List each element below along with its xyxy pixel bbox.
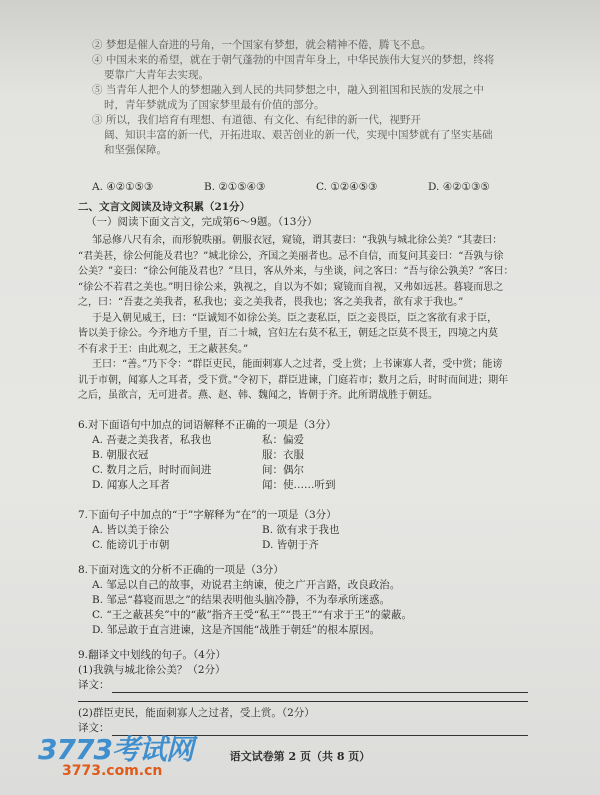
- sub-title: （一）阅读下面文言文，完成第6～9题。（13分）: [86, 216, 318, 228]
- option-line: 和坚强保障。: [104, 144, 167, 156]
- question-6: [78, 418, 528, 493]
- q7-option-b: B. 欲有求于我也: [262, 524, 340, 536]
- q8-option-d: D. 邹忌敢于直言进谏，这是齐国能“战胜于朝廷”的根本原因。: [92, 624, 380, 636]
- question-7: [78, 508, 528, 553]
- page-footer: 语文试卷第 2 页（共 8 页）: [229, 750, 371, 763]
- q9-sentence-1: (1)我孰与城北徐公美？（2分）: [78, 664, 226, 676]
- q8-option-c: C. “王之蔽甚矣”中的“蔽”指齐王受“私王”“畏王”“有求于王”的蒙蔽。: [92, 609, 413, 621]
- q6-option-c: C. 数月之后，时时而间进: [92, 464, 212, 476]
- q6-option-d: D. 闻寡人之耳者: [92, 479, 170, 491]
- option-line: 阔、知识丰富的新一代，开拓进取、艰苦创业的新一代，实现中国梦就有了坚实基础: [104, 129, 493, 141]
- q6-option-a: A. 吾妻之美我者，私我也: [92, 434, 212, 446]
- passage-line: 公美？”妾曰：“徐公何能及君也？”旦日，客从外来，与坐谈，问之客曰：“吾与徐公孰美？”客曰：: [78, 266, 514, 277]
- q8-option-a: A. 邹忌以自己的故事，劝说君主纳谏，使之广开言路，改良政治。: [92, 579, 401, 591]
- question-9: [78, 648, 528, 736]
- passage-line: 皆以美于徐公。今齐地方千里，百二十城，宫妇左右莫不私王，朝廷之臣莫不畏王，四境之内莫: [78, 328, 498, 339]
- passage-line: “徐公不若君之美也。”明日徐公来，孰视之，自以为不如；窥镜而自视，又弗如远甚。暮寝而思之: [78, 281, 504, 293]
- translation-label: 译文：: [78, 679, 110, 691]
- option-line: ⑤ 当青年人把个人的梦想融入到人民的共同梦想之中，融入到祖国和民族的发展之中: [92, 84, 484, 96]
- q8-option-b: B. 邹忌“暮寝而思之”的结果表明他头脑冷静，不为奉承所迷惑。: [92, 594, 391, 606]
- passage-line: 之后，虽欲言，无可进者。燕、赵、韩、魏闻之，皆朝于齐。此所谓战胜于朝廷。: [78, 390, 438, 401]
- q6-gloss-b: 服：衣服: [262, 449, 304, 461]
- question-stem: 8.下面对选文的分析不正确的一项是（3分）: [78, 564, 284, 576]
- option-line: ④ 中国未来的希望，就在于朝气蓬勃的中国青年身上，中华民族伟大复兴的梦想，终将: [92, 54, 495, 66]
- choice-b: B. ②①⑤④③: [204, 181, 266, 193]
- answer-rule: [112, 680, 529, 693]
- q6-gloss-a: 私：偏爱: [262, 434, 304, 446]
- watermark-logo: 3773考试网: [38, 733, 193, 766]
- answer-choices: [78, 180, 542, 195]
- option-line: ② 梦想是催人奋进的号角，一个国家有梦想，就会精神不倦，腾飞不息。: [92, 39, 432, 51]
- q9-sentence-2: (2)群臣吏民，能面刺寡人之过者，受上赏。（2分）: [78, 707, 315, 719]
- watermark-url: 3773.com.cn: [62, 763, 163, 779]
- q7-option-a: A. 皆以美于徐公: [92, 524, 170, 536]
- top-options: [78, 38, 528, 158]
- passage-line: 于是入朝见威王，曰：“臣诚知不如徐公美。臣之妻私臣，臣之妾畏臣，臣之客欲有求于臣，: [92, 312, 498, 324]
- option-line: 时，青年梦就成为了国家梦里最有价值的部分。: [104, 99, 325, 111]
- choice-c: C. ①②④⑤③: [316, 181, 378, 193]
- classical-passage: [78, 233, 528, 404]
- q6-gloss-c: 间：偶尔: [262, 464, 304, 476]
- question-8: [78, 563, 528, 638]
- question-stem: 7.下面句子中加点的“于”字解释为“在”的一项是（3分）: [78, 509, 337, 521]
- passage-line: 之，曰：“吾妻之美我者，私我也；妾之美我者，畏我也；客之美我者，欲有求于我也。”: [78, 297, 464, 308]
- answer-rule: [78, 693, 528, 702]
- option-line: 要靠广大青年去实现。: [104, 69, 209, 81]
- passage-line: 邹忌修八尺有余，而形貌昳丽。朝服衣冠，窥镜，谓其妻曰：“我孰与城北徐公美？”其妻曰：: [92, 235, 503, 246]
- question-stem: 9.翻译文中划线的句子。（4分）: [78, 649, 226, 661]
- translation-label: 译文：: [78, 722, 110, 734]
- passage-line: “君美甚，徐公何能及君也？”城北徐公，齐国之美丽者也。忌不自信，而复问其妾曰：“吾孰与徐: [78, 250, 504, 262]
- section-title: 二、文言文阅读及诗文积累（21分）: [78, 201, 251, 213]
- option-line: ③ 所以，我们培育有理想、有道德、有文化、有纪律的新一代，视野开: [92, 114, 421, 126]
- translation-line-1[interactable]: [78, 678, 528, 693]
- question-stem: 6.对下面语句中加点的词语解释不正确的一项是（3分）: [78, 419, 337, 431]
- choice-a: A. ④②①⑤③: [92, 181, 154, 193]
- q7-option-c: C. 能谤讥于市朝: [92, 539, 170, 551]
- q6-option-b: B. 朝服衣冠: [92, 449, 149, 461]
- q6-gloss-d: 闻：使……听到: [262, 479, 336, 491]
- passage-line: 不有求于王：由此观之，王之蔽甚矣。”: [78, 343, 249, 355]
- q7-option-d: D. 皆朝于齐: [262, 539, 319, 551]
- passage-line: 王曰：“善。”乃下令：“群臣吏民，能面刺寡人之过者，受上赏；上书谏寡人者，受中赏；能谤: [92, 359, 503, 370]
- choice-d: D. ④②①③⑤: [428, 181, 490, 193]
- passage-line: 讥于市朝，闻寡人之耳者，受下赏。”令初下，群臣进谏，门庭若市；数月之后，时时而间进；期年: [78, 374, 509, 386]
